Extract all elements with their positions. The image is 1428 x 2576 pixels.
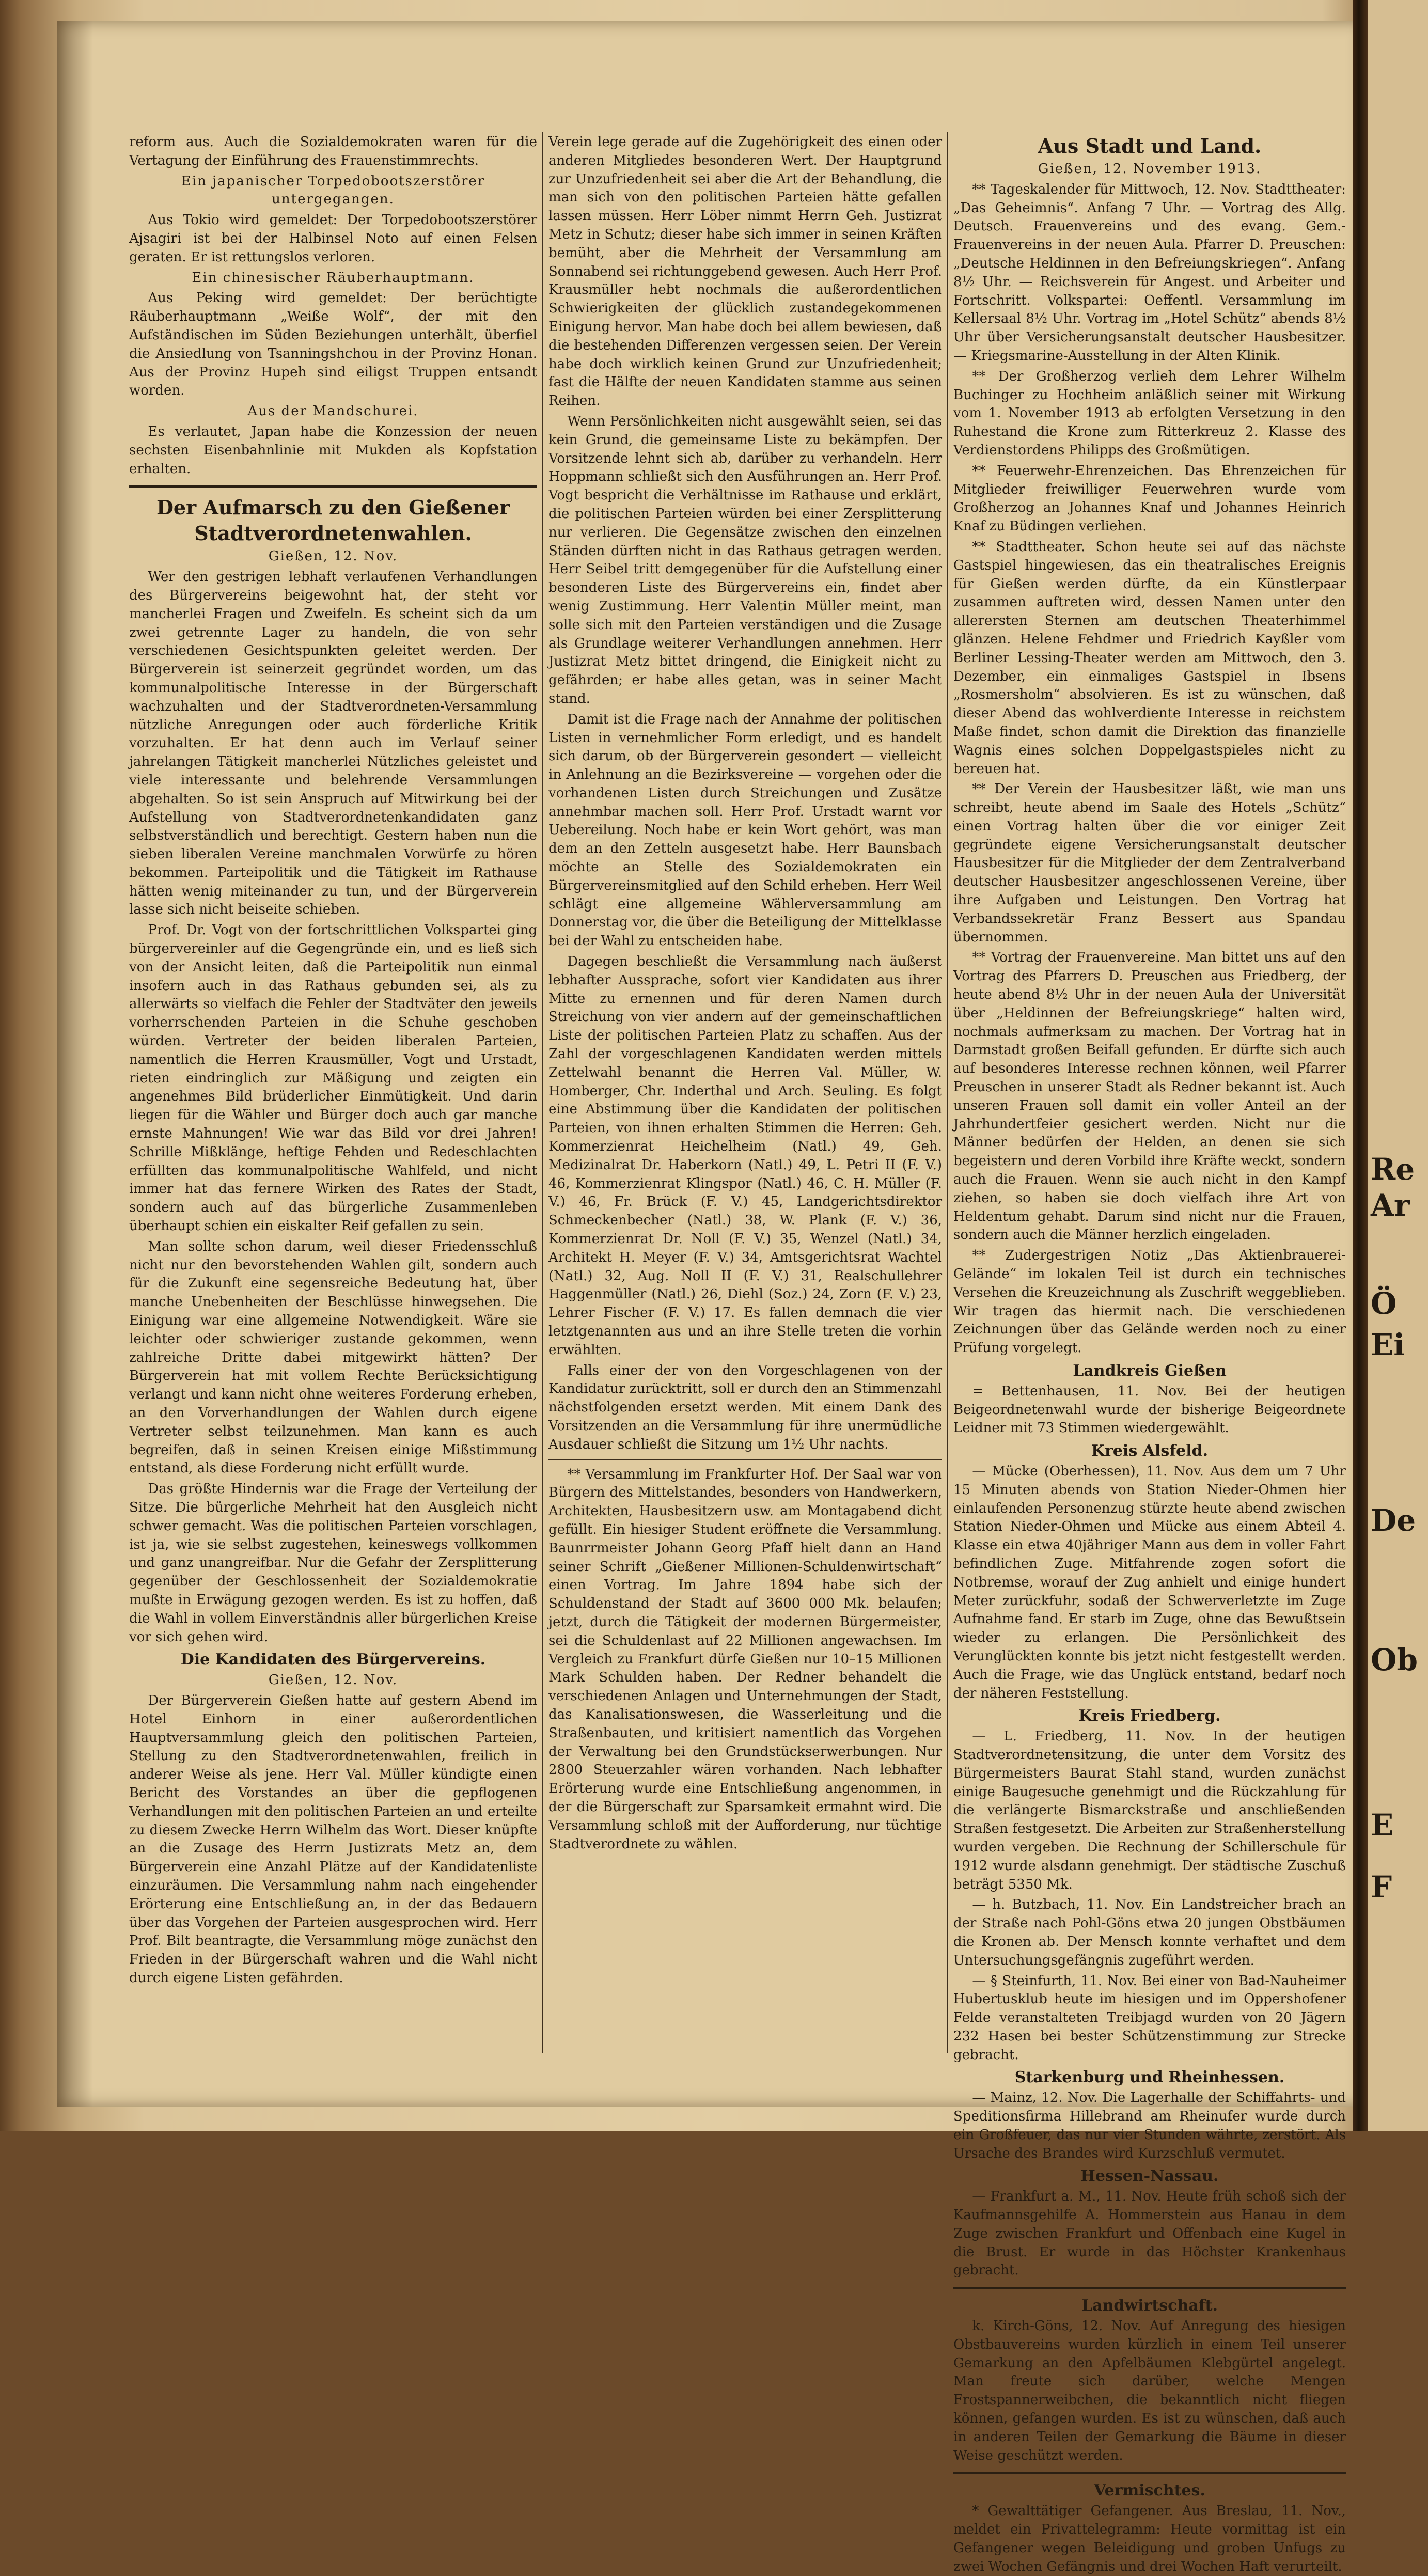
article-text: k. Kirch-Göns, 12. Nov. Auf Anregung des hiesigen Obstbauvereins wurden kürzlich in einem Teil unserer Gemarkung an den Apfelbäumen Klebgürtel angelegt. Man freute sich darüber, welche Mengen Frostspannerweibchen, die bekanntlich nicht fliegen können, gefangen wurden. Es ist zu wünschen, daß auch in anderen Teilen der Gemarkung die Bäume in dieser Weise geschützt werden.: [953, 2318, 1346, 2463]
adjacent-fragment: Ei: [1371, 1327, 1405, 1362]
adjacent-fragment: Ob: [1371, 1642, 1418, 1677]
adjacent-fragment: Ar: [1371, 1188, 1410, 1223]
adjacent-fragment: De: [1371, 1503, 1416, 1538]
article-text: Das größte Hindernis war die Frage der Verteilung der Sitze. Die bürgerliche Mehrheit hat den Ausgleich nicht schwer gemacht. Was die politischen Parteien vorschlagen, ist ja, wie sie selbst zugestehen, keineswegs vollkommen und ganz unangreifbar. Nur die Gefahr der Zersplitterung gegenüber der Geschlossenheit der Sozialdemokratie mußte in Erwägung gezogen werden. Es ist zu hoffen, daß die Wahl in vollem Einverständnis aller bürgerlichen Kreise vor sich gehen wird.: [129, 1481, 537, 1645]
adjacent-page-edge: [1368, 0, 1428, 2131]
adjacent-fragment: F: [1371, 1870, 1392, 1905]
article-text: * Gewalttätiger Gefangener. Aus Breslau, 11. Nov., meldet ein Privattelegramm: Heute vormittag ist ein Gefangener wegen Beleidigung und groben Unfugs zu zwei Wochen Gefängnis und drei Wochen Haft verurteilt.: [953, 2503, 1346, 2574]
article-text: Dagegen beschließt die Versammlung nach äußerst lebhafter Aussprache, sofort vier Kandidaten aus ihrer Mitte zu ernennen und für deren Namen durch Streichung von vier andern auf der gemeinschaftlichen Liste der politischen Parteien Platz zu schaffen. Aus der Zahl der vorgeschlagenen Kandidaten werden mittels Zettelwahl benannt die Herren Val. Müller, W. Homberger, Chr. Inderthal und Arch. Seuling. Es folgt eine Abstimmung über die Kandidaten der politischen Parteien, von ihnen erhalten Stimmen die Herren: Geh. Kommerzienrat Heichelheim (Natl.) 49, Geh. Medizinalrat Dr. Haberkorn (Natl.) 49, L. Petri II (F. V.) 46, Kommerzienrat Klingspor (Natl.) 46, C. H. Müller (F. V.) 46, Fr. Brück (F. V.) 45, Landgerichtsdirektor Schmeckenbecher (Natl.) 38, W. Plank (F. V.) 36, Kommerzienrat Dr. Noll (F. V.) 35, Wenzel (Natl.) 34, Architekt H. Meyer (F. V.) 34, Amtsgerichtsrat Wachtel (Natl.) 32, Aug. Noll II (F. V.) 31, Realschullehrer Haggenmüller (Natl.) 26, Diehl (Soz.) 24, Zorn (F. V.) 23, Lehrer Fischer (F. V.) 17. Es fallen demnach die vier letztgenannten aus und an ihre Stelle treten die vorhin erwählten.: [548, 954, 942, 1358]
article-text: reform aus. Auch die Sozialdemokraten waren für die Vertagung der Einführung des Frauenstimmrechts.: [129, 134, 537, 168]
section-divider: [548, 1459, 942, 1460]
column-1: [129, 133, 537, 2054]
adjacent-fragment: E: [1371, 1808, 1394, 1843]
subheadline: Starkenburg und Rheinhessen.: [1014, 2068, 1285, 2087]
article-text: — L. Friedberg, 11. Nov. In der heutigen Stadtverordnetensitzung, die unter dem Vorsitz des Bürgermeisters Baurat Stahl stand, wurden zunächst einige Baugesuche genehmigt und die Rückzahlung für die verlängerte Bismarckstraße und anschließenden Straßen festgesetzt. Die Arbeiten zur Straßenherstellung wurden vergeben. Die Rechnung der Schillerschule für 1912 wurde alsdann genehmigt. Der städtische Zuschuß beträgt 5350 Mk.: [953, 1729, 1346, 1892]
column-2: [548, 133, 942, 2054]
article-text: Verein lege gerade auf die Zugehörigkeit des einen oder anderen Mitgliedes besonderen Wert. Der Hauptgrund zur Unzufriedenheit sei aber die Art der Behandlung, die man sich von den politischen Parteien hätte gefallen lassen müssen. Herr Löber nimmt Herrn Geh. Justizrat Metz in Schutz; dieser habe sich immer in seinen Kräften bemüht, aber die Mehrheit der Versammlung am Sonnabend sei richtunggebend gewesen. Auch Herr Prof. Krausmüller hebt nochmals die außerordentlichen Schwierigkeiten der glücklich zustandegekommenen Einigung hervor. Man habe doch bei allem bewiesen, daß die bestehenden Differenzen vergessen seien. Der Verein habe doch wirklich keinen Grund zur Unzufriedenheit; fast die Hälfte der neuen Kandidaten stamme aus seinen Reihen.: [548, 134, 942, 409]
article-text: — Mücke (Oberhessen), 11. Nov. Aus dem um 7 Uhr 15 Minuten abends von Station Nieder-Ohmen hier einlaufenden Personenzug stürzte heute abend zwischen Station Nieder-Ohmen und Mücke aus einem Abteil 4. Klasse ein etwa 40jähriger Mann aus dem in voller Fahrt befindlichen Zuge. Mitfahrende zogen sofort die Notbremse, worauf der Zug anhielt und einige hundert Meter zurückfuhr, sodaß der Schwerverletzte im Zuge Aufnahme fand. Er starb im Zuge, ohne das Bewußtsein wieder zu erlangen. Die Persönlichkeit des Verunglückten konnte bis jetzt nicht festgestellt werden. Auch die Frage, wie das Unglück entstand, bedarf noch der näheren Feststellung.: [953, 1463, 1346, 1701]
dateline: Gießen, 12. Nov.: [268, 548, 398, 564]
article-text: ** Versammlung im Frankfurter Hof. Der Saal war von Bürgern des Mittelstandes, besonders von Handwerkern, Architekten, Hausbesitzern usw. am Montagabend dicht gefüllt. Ein hiesiger Student eröffnete die Versammlung. Baunrrmeister Johann Georg Pfaff hielt dann an Hand seiner Schrift „Gießener Millionen-Schuldenwirtschaft“ einen Vortrag. Im Jahre 1894 habe sich der Schuldenstand der Stadt auf 3600 000 Mk. belaufen; jetzt, durch die Tätigkeit der modernen Bürgermeister, sei die Schuldenlast auf 22 Millionen angewachsen. Im Vergleich zu Frankfurt dürfe Gießen nur 10–15 Millionen Mark Schulden haben. Der Redner behandelt die verschiedenen Anlagen und Unternehmungen der Stadt, das Kanalisationswesen, die Wasserleitung und die Straßenbauten, und kritisiert namentlich das Vorgehen der Verwaltung bei den Grundstückserwerbungen. Nur 2800 Steuerzahler wären vorhanden. Nach lebhafter Erörterung wurde eine Entschließung angenommen, in der die Bürgerschaft zur Sparsamkeit ermahnt wird. Die Versammlung schloß mit der Aufforderung, nur tüchtige Stadtverordnete zu wählen.: [548, 1466, 942, 1852]
article-text: ** Feuerwehr-Ehrenzeichen. Das Ehrenzeichen für Mitglieder freiwilliger Feuerwehren wurde vom Großherzog an Johannes Knaf und Johannes Heinrich Knaf zu Büdingen verliehen.: [953, 463, 1346, 535]
article-text: Prof. Dr. Vogt von der fortschrittlichen Volkspartei ging bürgervereinler auf die Gegengründe ein, und es ließ sich von der Ansicht leiten, daß die Parteipolitik nun einmal insofern auch in das Rathaus gebunden sei, als zu allerwärts so vielfach die Fehler der Stadtväter den jeweils vorherrschenden Parteien in die Schuhe geschoben würden. Vertreter der beiden liberalen Parteien, namentlich die Herren Krausmüller, Vogt und Urstadt, rieten eindringlich zur Mäßigung und zeigten ein angenehmes Bild brüderlicher Einmütigkeit. Und darin liegen für die Wähler und Bürger doch auch gar manche ernste Mahnungen! Wie war das Bild vor drei Jahren! Schrille Mißklänge, heftige Fehden und Redeschlachten erfüllten das kommunalpolitische Wahlfeld, und nicht immer hat das fernere Wirken des Rates der Stadt, sondern auch auf das bürgerliche Zusammenleben überhaupt schien ein eiskalter Reif gefallen zu sein.: [129, 922, 537, 1234]
adjacent-fragment: Ö: [1371, 1286, 1397, 1321]
section-headline: Landwirtschaft.: [1081, 2297, 1218, 2315]
article-text: — § Steinfurth, 11. Nov. Bei einer von Bad-Nauheimer Hubertusklub heute im hiesigen und im Oppershofener Felde veranstalteten Treibjagd wurden von 20 Jägern 232 Hasen bei bester Schützenstimmung zur Strecke gebracht.: [953, 1973, 1346, 2063]
article-text: Falls einer der von den Vorgeschlagenen von der Kandidatur zurücktritt, soll er durch den an Stimmenzahl nächstfolgenden ersetzt werden. Mit einem Dank des Vorsitzenden an die Versammlung für ihre unermüdliche Ausdauer schließt die Sitzung um 1½ Uhr nachts.: [548, 1362, 942, 1452]
article-headline: Ein japanischer Torpedobootszerstörer untergegangen.: [181, 173, 485, 208]
article-text: Es verlautet, Japan habe die Konzession der neuen sechsten Eisenbahnlinie mit Mukden als Kopfstation erhalten.: [129, 423, 537, 477]
page-fold-shadow: [57, 21, 93, 2107]
section-divider: [953, 2472, 1346, 2474]
article-text: Aus Peking wird gemeldet: Der berüchtigte Räuberhauptmann „Weiße Wolf“, der mit den Aufständischen im Süden Beziehungen unterhält, überfiel die Ansiedlung von Tsanningshchou in der Provinz Honan. Aus der Provinz Hupeh sind eiligst Truppen entsandt worden.: [129, 290, 537, 399]
article-text: — Frankfurt a. M., 11. Nov. Heute früh schoß sich der Kaufmannsgehilfe A. Hommerstein aus Hanau in dem Zuge zwischen Frankfurt und Offenbach eine Kugel in die Brust. Er wurde in das Höchster Krankenhaus gebracht.: [953, 2189, 1346, 2279]
article-text: Wenn Persönlichkeiten nicht ausgewählt seien, sei das kein Grund, die gemeinsame Liste zu bekämpfen. Der Vorsitzende lehnt sich ab, darüber zu verhandeln. Herr Hoppmann schließt sich den Ausführungen an. Herr Prof. Vogt bespricht die Verhältnisse im Rathause und erklärt, die politischen Parteien würden bei einer Zersplitterung nur verlieren. Die Gegensätze zwischen den einzelnen Ständen dürften nicht in das Rathaus getragen werden. Herr Seibel tritt demgegenüber für die Aufstellung einer besonderen Liste des Bürgervereins ein, findet aber wenig Zustimmung. Herr Valentin Müller meint, man solle sich mit den Parteien verständigen und die Zusage als Grundlage weiterer Verhandlungen annehmen. Herr Justizrat Metz bittet dringend, die Einigkeit nicht zu gefährden; er habe alles getan, was in seiner Macht stand.: [548, 413, 942, 706]
column-3: [953, 133, 1346, 2574]
article-headline: Ein chinesischer Räuberhauptmann.: [192, 270, 475, 286]
article-text: = Bettenhausen, 11. Nov. Bei der heutigen Beigeordnetenwahl wurde der bisherige Beigeordnete Leidner mit 73 Stimmen wiedergewählt.: [953, 1383, 1346, 1436]
article-headline: Aus der Mandschurei.: [247, 403, 419, 419]
subheadline: Die Kandidaten des Bürgervereins.: [180, 1651, 486, 1669]
subheadline: Kreis Alsfeld.: [1091, 1442, 1209, 1460]
section-headline: Vermischtes.: [1094, 2481, 1205, 2500]
article-text: ** Der Großherzog verlieh dem Lehrer Wilhelm Buchinger zu Hochheim anläßlich seiner mit Wirkung vom 1. November 1913 ab erfolgten Versetzung in den Ruhestand die Krone zum Ritterkreuz 2. Klasse des Verdienstordens Philipps des Großmütigen.: [953, 368, 1346, 458]
section-divider: [953, 2287, 1346, 2289]
article-text: — Mainz, 12. Nov. Die Lagerhalle der Schiffahrts- und Speditionsfirma Hillebrand am Rheinufer wurde durch ein Großfeuer, das nur vier Stunden währte, zerstört. Als Ursache des Brandes wird Kurzschluß vermutet.: [953, 2090, 1346, 2161]
subheadline: Hessen-Nassau.: [1080, 2167, 1219, 2186]
main-headline: Der Aufmarsch zu den Gießener Stadtverordnetenwahlen.: [156, 496, 510, 545]
article-text: ** Der Verein der Hausbesitzer läßt, wie man uns schreibt, heute abend im Saale des Hotels „Schütz“ einen Vortrag halten über die vor einiger Zeit gegründete eigene Versicherungsanstalt deutscher Hausbesitzer für die Mitglieder der dem Zentralverband deutscher Hausbesitzer angeschlossenen Vereine, über ihre Aufgaben und Leistungen. Den Vortrag hat Verbandssekretär Franz Bessert aus Spandau übernommen.: [953, 781, 1346, 945]
article-text: Der Bürgerverein Gießen hatte auf gestern Abend im Hotel Einhorn in einer außerordentlichen Hauptversammlung gleich den politischen Parteien, Stellung zu den Stadtverordnetenwahlen, freilich in anderer Weise als jene. Herr Val. Müller kündigte einen Bericht des Vorstandes an über die gepflogenen Verhandlungen mit den politischen Parteien an und erteilte zu diesem Zwecke Herrn Wilhelm das Wort. Dieser knüpfte an die Zusage des Herrn Justizrats Metz an, dem Bürgerverein eine Anzahl Plätze auf der Kandidatenliste einzuräumen. Die Versammlung nahm nach eingehender Erörterung eine Entschließung an, in der das Bedauern über das Vorgehen der Parteien ausgesprochen wird. Herr Prof. Bilt beantragte, die Versammlung möge zunächst den Frieden in der Bürgerschaft wahren und die Wahl nicht durch eigene Listen gefährden.: [129, 1692, 537, 1986]
column-rule: [542, 132, 543, 2053]
article-text: Aus Tokio wird gemeldet: Der Torpedobootszerstörer Ajsagiri ist bei der Halbinsel Noto auf einen Felsen geraten. Er ist rettungslos verloren.: [129, 212, 537, 265]
section-divider: [129, 485, 537, 488]
article-text: — h. Butzbach, 11. Nov. Ein Landstreicher brach an der Straße nach Pohl-Göns etwa 20 jungen Obstbäumen die Kronen ab. Der Mensch konnte verhaftet und dem Untersuchungsgefängnis zugeführt werden.: [953, 1897, 1346, 1968]
adjacent-fragment: Re: [1371, 1152, 1415, 1187]
article-text: Wer den gestrigen lebhaft verlaufenen Verhandlungen des Bürgervereins beigewohnt hat, der steht vor mancherlei Fragen und Zweifeln. Es scheint sich da um zwei getrennte Lager zu handeln, die von sehr verschiedenen Gesichtspunkten geleitet werden. Der Bürgerverein ist seinerzeit gegründet worden, um das kommunalpolitische Interesse in der Bürgerschaft wachzuhalten und der Stadtverordneten-Versammlung nützliche Anregungen oder auch förderliche Kritik vorzuhalten. Er hat denn auch im Verlauf seiner jahrelangen Tätigkeit mancherlei Nützliches geleistet und viele interessante und belehrende Versammlungen abgehalten. So ist sein Anspruch auf Mitwirkung bei der Aufstellung von Stadtverordnetenkandidaten ganz selbstverständlich und berechtigt. Gestern haben nun die sieben liberalen Vereine manchmalen Vorwürfe zu hören bekommen. Parteipolitik und die Tätigkeit im Rathause hätten wenig miteinander zu tun, und der Bürgerverein lasse sich nicht beiseite schieben.: [129, 569, 537, 918]
section-headline: Aus Stadt und Land.: [1038, 134, 1262, 158]
article-text: ** Zudergestrigen Notiz „Das Aktienbrauerei-Gelände“ im lokalen Teil ist durch ein technisches Versehen die Kreuzeichnung als Zuschrift weggeblieben. Wir tragen das hiermit nach. Die verschiedenen Zeichnungen über das Gelände werden noch zu einer Prüfung vorgelegt.: [953, 1248, 1346, 1356]
article-text: ** Vortrag der Frauenvereine. Man bittet uns auf den Vortrag des Pfarrers D. Preuschen aus Friedberg, der heute abend 8½ Uhr in der neuen Aula der Universität über „Heldinnen der Befreiungskriege“ halten wird, nochmals aufmerksam zu machen. Der Vortrag hat in Darmstadt großen Beifall gefunden. Er dürfte sich auch auf besonderes Interesse rechnen können, weil Pfarrer Preuschen in unserer Stadt als Redner bekannt ist. Auch unseren Frauen soll damit ein voller Anteil an der Jahrhundertfeier gesichert werden. Nicht nur die Männer bedürfen der Helden, an denen sie sich begeistern und deren Vorbild ihre Kräfte weckt, sondern auch die Frauen. Wenn sie auch nicht in den Kampf ziehen, so haben sie doch vielfach ihre Art von Heldentum gehabt. Darum sind nicht nur die Frauen, sondern auch die Männer herzlich eingeladen.: [953, 950, 1346, 1243]
dateline: Gießen, 12. November 1913.: [1038, 161, 1262, 177]
subheadline: Landkreis Gießen: [1073, 1362, 1227, 1380]
book-gutter: [1353, 0, 1368, 2131]
article-text: Man sollte schon darum, weil dieser Friedensschluß nicht nur den bevorstehenden Wahlen gilt, sondern auch für die Zukunft eine segensreiche Bedeutung hat, über manche Unebenheiten der Beschlüsse hinwegsehen. Die Einigung war eine allgemeine Notwendigkeit. Wäre sie leichter oder schwieriger zustande gekommen, wenn zahlreiche Dritte dabei mitgewirkt hätten? Der Bürgerverein hat mit vollem Rechte Berücksichtigung verlangt und kann nicht ohne weiteres Forderung erheben, an den Vorverhandlungen der Wahlen durch eigene Vertreter selbst teilzunehmen. Man kann es auch begreifen, daß in seinen Kreisen einige Mißstimmung entstand, als diese Forderung nicht erfüllt wurde.: [129, 1238, 537, 1477]
article-text: ** Stadttheater. Schon heute sei auf das nächste Gastspiel hingewiesen, das ein theatralisches Ereignis für Gießen werden dürfte, da ein Künstlerpaar zusammen auftreten wird, dessen Namen unter den allerersten Sternen am deutschen Theaterhimmel glänzen. Helene Fehdmer und Friedrich Kayßler vom Berliner Lessing-Theater werden am Mittwoch, den 3. Dezember, ein einmaliges Gastspiel in Ibsens „Rosmersholm“ absolvieren. Es ist zu wünschen, daß dieser Abend das wohlverdiente Interesse in reichstem Maße findet, schon damit die Direktion das finanzielle Wagnis eines solchen Doppelgastspieles nicht zu bereuen hat.: [953, 539, 1346, 777]
column-rule: [947, 132, 948, 2053]
article-text: Damit ist die Frage nach der Annahme der politischen Listen in vernehmlicher Form erledigt, und es handelt sich darum, ob der Bürgerverein gesondert — vielleicht in Anlehnung an die Bezirksvereine — vorgehen oder die vorhandenen Listen durch Streichungen und Zusätze annehmbar machen soll. Herr Prof. Urstadt warnt vor Uebereilung. Noch habe er kein Wort gehört, was man dem an den Zetteln ausgesetzt habe. Herr Baunsbach möchte an Stelle des Sozialdemokraten ein Bürgervereinsmitglied auf den Schild erheben. Herr Weil schlägt eine allgemeine Wählerversammlung am Donnerstag vor, die über die Beteiligung der Mittelklasse bei der Wahl zu entscheiden habe.: [548, 711, 942, 949]
subheadline: Kreis Friedberg.: [1078, 1707, 1221, 1725]
dateline: Gießen, 12. Nov.: [268, 1672, 398, 1688]
article-text: ** Tageskalender für Mittwoch, 12. Nov. Stadttheater: „Das Geheimnis“. Anfang 7 Uhr. — Vortrag des Allg. Deutsch. Frauenvereins und des evang. Gem.-Frauenvereins in der neuen Aula. Pfarrer D. Preuschen: „Deutsche Heldinnen in den Befreiungskriegen“. Anfang 8½ Uhr. — Reichsverein für Angest. und Arbeiter und Fortschritt. Volkspartei: Oeffentl. Versammlung im Kellersaal 8½ Uhr. Vortrag im „Hotel Schütz“ abends 8½ Uhr über Versicherungsanstalt deutscher Hausbesitzer. — Kriegsmarine-Ausstellung in der Alten Klinik.: [953, 181, 1346, 364]
